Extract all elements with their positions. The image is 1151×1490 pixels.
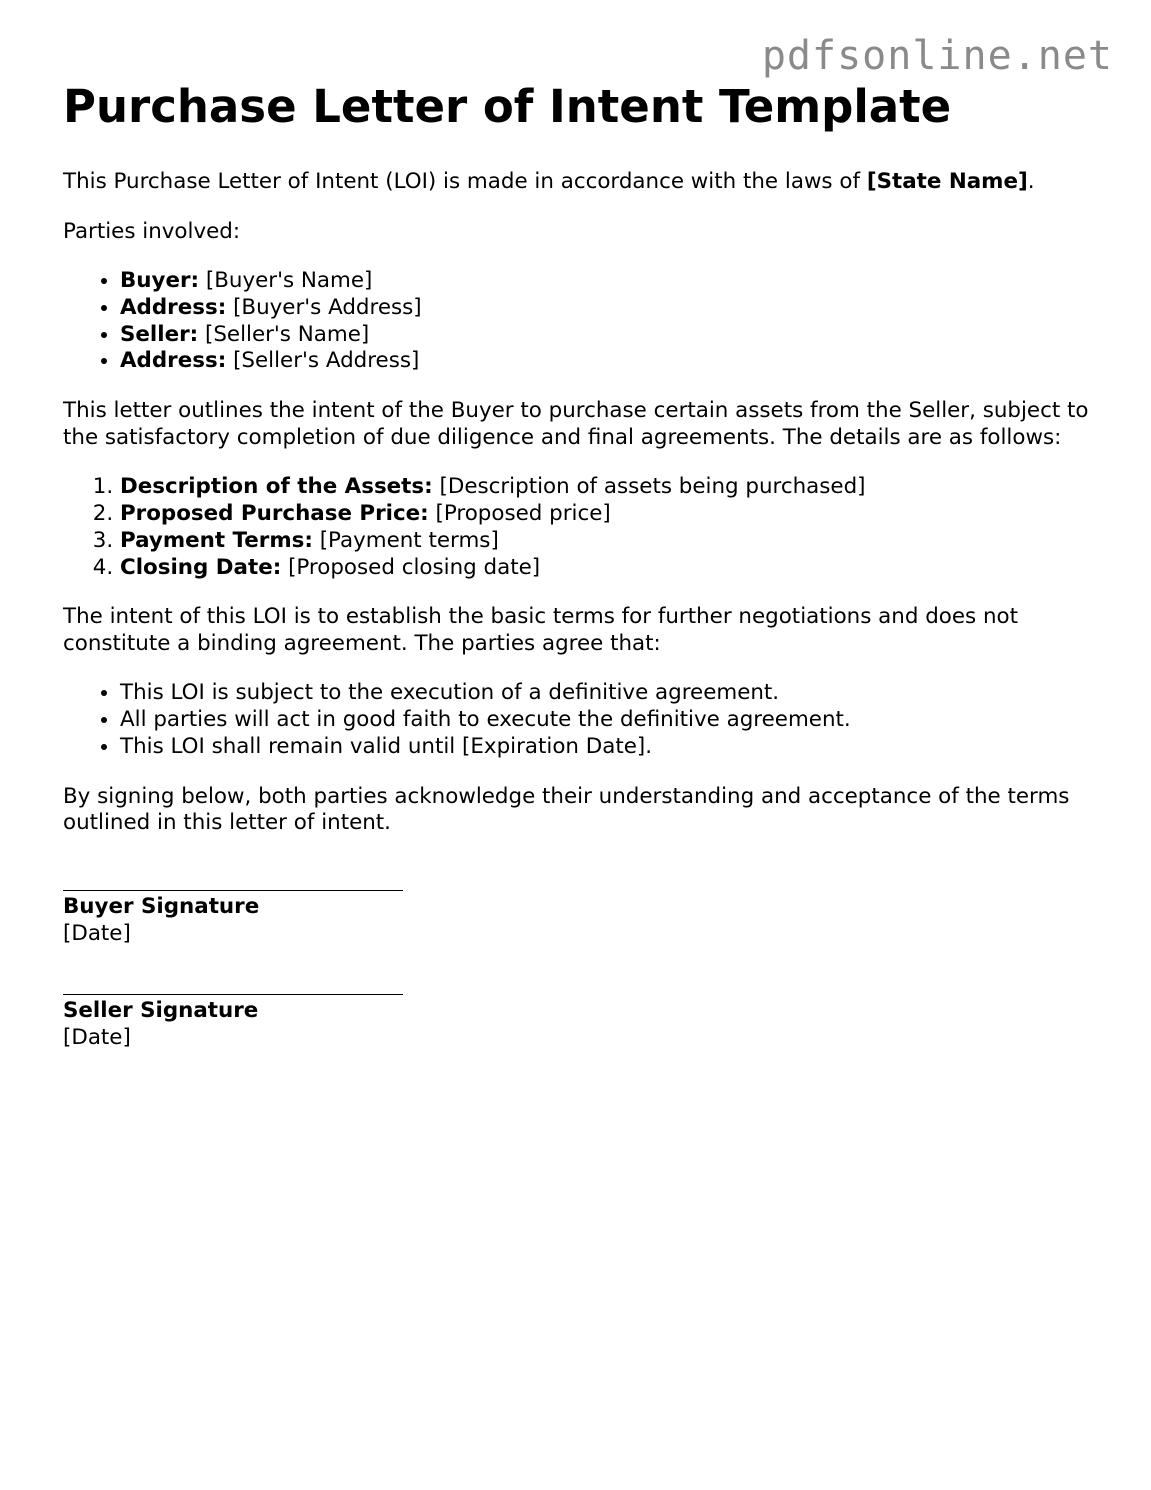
agreement-item: • This LOI is subject to the execution of a definitive agreement. <box>120 680 1093 707</box>
intro-end: . <box>1027 169 1035 194</box>
detail-value: [Proposed price] <box>428 500 611 526</box>
document-title: Purchase Letter of Intent Template <box>63 80 952 133</box>
intro-text: This Purchase Letter of Intent (LOI) is made in accordance with the laws of <box>63 169 867 194</box>
buyer-signature-block <box>63 867 1093 948</box>
detail-item <box>120 555 1093 582</box>
seller-signature-block <box>63 971 1093 1052</box>
state-name-placeholder: [State Name] <box>866 169 1028 194</box>
acknowledgement-paragraph: By signing below, both parties acknowledge their understanding and acceptance of the terms outlined in this letter of intent. <box>63 783 1070 836</box>
party-item <box>120 295 1093 322</box>
intent-paragraph: The intent of this LOI is to establish the basic terms for further negotiations and does not constitute a binding agreement. The parties agree that: <box>63 604 1019 656</box>
detail-label: Description of the Assets: <box>120 474 433 500</box>
seller-signature-label: Seller Signature <box>63 998 259 1024</box>
party-item <box>120 348 1093 375</box>
party-value: [Seller's Address] <box>226 348 420 374</box>
party-item <box>120 268 1093 295</box>
intro-paragraph <box>63 169 1093 196</box>
buyer-signature-date: [Date] <box>63 920 131 946</box>
detail-label: Closing Date: <box>120 554 282 580</box>
party-value: [Buyer's Name] <box>199 268 373 293</box>
parties-heading: Parties involved: <box>63 218 241 244</box>
watermark: pdfsonline.net <box>761 33 1113 79</box>
seller-signature-date: [Date] <box>63 1025 131 1051</box>
detail-item <box>120 474 1093 501</box>
party-label: Address: <box>120 294 227 320</box>
detail-item <box>120 501 1093 528</box>
detail-label: Proposed Purchase Price: <box>120 500 429 526</box>
party-label: Address: <box>120 348 227 374</box>
buyer-signature-label: Buyer Signature <box>63 893 260 919</box>
agreements-list <box>63 680 1093 760</box>
agreement-item: • All parties will act in good faith to execute the definitive agreement. <box>120 707 1093 734</box>
seller-signature-line[interactable] <box>63 971 403 995</box>
party-label: Buyer: <box>120 268 200 293</box>
detail-value: [Proposed closing date] <box>281 554 541 580</box>
detail-value: [Description of assets being purchased] <box>432 474 866 500</box>
party-label: Seller: <box>120 321 199 347</box>
party-item <box>120 322 1093 349</box>
buyer-signature-line[interactable] <box>63 867 403 891</box>
parties-list <box>63 268 1093 375</box>
document-page <box>63 78 1093 1052</box>
outline-paragraph: This letter outlines the intent of the Buyer to purchase certain assets from the Seller, subject to the satisfactory completion of due diligence and final agreements. The details are as follows: <box>63 398 1089 450</box>
details-list <box>63 474 1093 581</box>
detail-label: Payment Terms: <box>120 527 313 553</box>
detail-item <box>120 528 1093 555</box>
detail-value: [Payment terms] <box>312 527 499 553</box>
party-value: [Buyer's Address] <box>226 294 422 320</box>
party-value: [Seller's Name] <box>198 321 370 347</box>
agreement-item: • This LOI shall remain valid until [Expiration Date]. <box>120 734 1093 761</box>
